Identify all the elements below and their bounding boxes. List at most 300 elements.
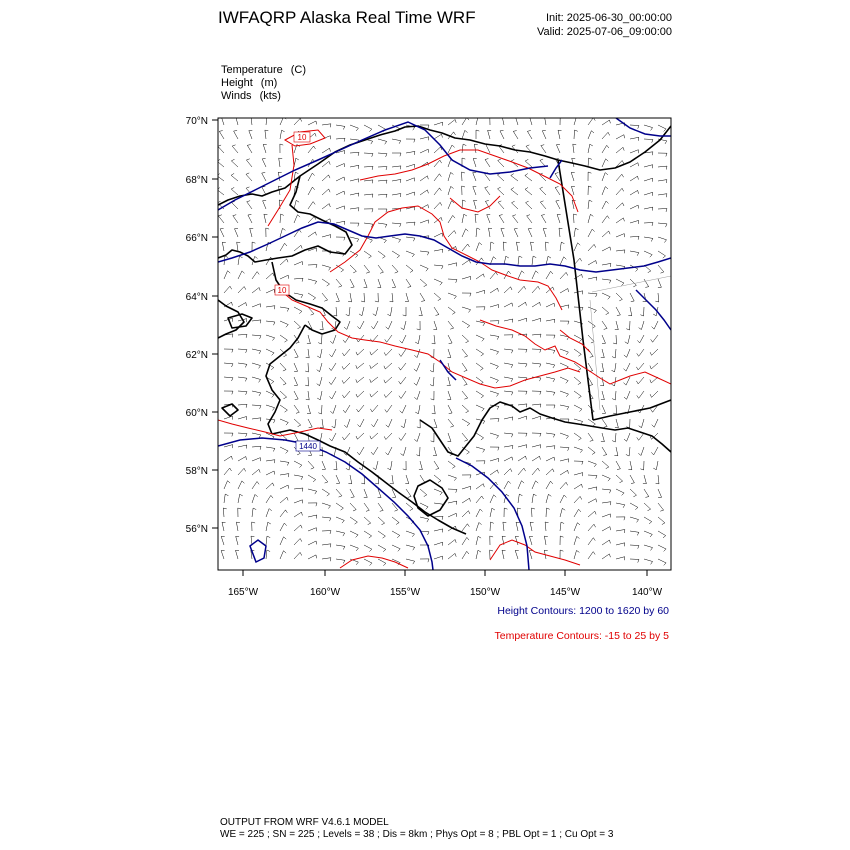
wind-barb	[602, 554, 610, 559]
wind-barb	[235, 229, 239, 238]
wind-barb	[504, 446, 513, 449]
wind-barb	[294, 158, 299, 167]
wind-barb	[651, 447, 658, 455]
wind-barb	[602, 502, 611, 505]
wind-barb	[602, 173, 608, 181]
wind-barb	[373, 307, 378, 316]
wind-barb	[406, 559, 415, 564]
wind-barb	[252, 458, 261, 462]
wind-barb	[616, 543, 625, 547]
wind-barb	[602, 247, 611, 251]
wind-barb	[588, 511, 596, 517]
field-unit: (C)	[290, 64, 307, 76]
wind-barb	[571, 172, 575, 181]
wind-barb	[514, 229, 518, 238]
wind-barb	[560, 433, 569, 439]
wind-barb	[602, 187, 608, 195]
wind-barb	[420, 220, 429, 224]
wind-barb	[544, 536, 547, 545]
wind-barb	[560, 391, 569, 397]
wind-barb	[476, 405, 484, 411]
wind-barb	[336, 517, 344, 523]
wind-barb	[251, 116, 255, 125]
wind-barb	[497, 173, 504, 181]
wind-barb	[474, 144, 477, 153]
lon-label: 140°W	[631, 587, 663, 598]
wind-barb	[406, 531, 415, 537]
wind-barb	[644, 139, 653, 143]
wind-barb	[434, 202, 442, 209]
wind-barb	[294, 363, 298, 372]
wind-barb	[420, 176, 428, 181]
wind-barb	[560, 242, 564, 251]
wind-barb	[532, 416, 541, 420]
wind-barb	[574, 130, 578, 139]
wind-barb	[612, 391, 616, 400]
wind-barb	[386, 419, 392, 427]
coastlines	[218, 126, 671, 534]
wind-barb	[280, 447, 288, 453]
wind-barb	[588, 461, 596, 467]
wind-barb	[462, 229, 468, 237]
wind-barb	[231, 173, 238, 181]
wind-barb	[555, 173, 560, 181]
wind-barb	[588, 321, 595, 328]
wind-barb	[306, 391, 309, 400]
wind-barb	[406, 178, 415, 182]
wind-barb	[294, 475, 303, 480]
wind-barb	[486, 145, 490, 154]
wind-barb	[371, 321, 378, 329]
wind-barb	[447, 349, 451, 358]
wind-barb	[420, 137, 429, 141]
wind-barb	[403, 461, 406, 470]
wind-barb	[401, 321, 406, 330]
wind-barb	[266, 483, 274, 489]
wind-barb	[373, 461, 378, 470]
wind-barb	[336, 545, 345, 550]
wind-barb	[322, 475, 328, 483]
lon-label: 145°W	[549, 587, 581, 598]
wind-barb	[401, 447, 407, 456]
wind-barb	[370, 377, 378, 383]
wind-barb	[490, 116, 493, 125]
wind-barb	[322, 148, 330, 153]
wind-barb	[400, 405, 406, 413]
wind-barb	[330, 405, 336, 414]
wind-barb	[390, 475, 394, 484]
wind-barb	[658, 166, 667, 169]
wind-barb	[546, 433, 555, 437]
wind-barb	[420, 489, 427, 497]
wind-barb	[252, 391, 261, 396]
wind-barb	[238, 481, 244, 489]
wind-barb	[238, 417, 247, 421]
wind-barb	[448, 231, 456, 238]
wind-barb	[406, 503, 413, 511]
wind-barb	[644, 207, 653, 211]
wind-barb	[525, 159, 532, 167]
wind-barb	[431, 391, 434, 400]
wind-barb	[474, 200, 478, 209]
wind-barb	[417, 419, 420, 428]
wind-barb	[644, 279, 649, 287]
wind-barb	[432, 405, 435, 414]
wind-barb	[356, 391, 364, 397]
wind-barb	[602, 159, 608, 167]
wind-barb	[420, 517, 429, 522]
wind-barb	[513, 215, 519, 223]
wind-barb	[392, 153, 401, 156]
wind-barb	[532, 349, 541, 353]
wind-barb	[546, 271, 553, 279]
wind-barb	[305, 363, 308, 372]
wind-barb	[644, 165, 653, 169]
wind-barb	[504, 319, 513, 323]
wind-barb	[504, 377, 513, 382]
wind-barb	[224, 433, 233, 436]
wind-barb	[252, 522, 255, 531]
wind-barb	[574, 307, 583, 311]
wind-barb	[644, 531, 652, 537]
wind-barb	[513, 131, 518, 139]
wind-barb	[476, 509, 483, 517]
wind-barb	[332, 419, 336, 428]
wind-barb	[336, 475, 340, 484]
wind-barb	[378, 265, 383, 273]
wind-barb	[462, 214, 467, 223]
wind-barb	[490, 242, 494, 251]
wind-barb	[248, 215, 252, 224]
wind-barb	[638, 447, 644, 456]
wind-barb	[234, 131, 238, 140]
field-name: Winds	[221, 90, 252, 102]
wind-barb	[528, 229, 532, 238]
wind-barb	[555, 187, 560, 195]
wind-barb	[318, 335, 322, 344]
wind-barb	[350, 223, 359, 226]
wind-barb	[434, 542, 443, 546]
wind-barb	[420, 190, 428, 195]
wind-barb	[238, 287, 246, 294]
wind-barb	[542, 131, 546, 140]
wind-barb	[652, 419, 658, 427]
wind-barb	[630, 517, 639, 522]
wind-barb	[280, 307, 289, 312]
wind-barb	[462, 130, 468, 139]
wind-barb	[392, 194, 401, 198]
wind-barb	[490, 321, 499, 324]
wind-barb	[399, 349, 406, 357]
wind-barb	[378, 517, 385, 525]
wind-barb	[364, 251, 371, 258]
wind-barb	[476, 130, 479, 139]
wind-barb	[322, 503, 331, 509]
wind-barb	[434, 249, 443, 252]
wind-barb	[378, 209, 387, 212]
wind-barb	[462, 293, 471, 296]
wind-barb	[630, 293, 634, 302]
wind-barb	[280, 485, 289, 489]
wind-barb	[431, 433, 434, 442]
wind-barb	[378, 279, 382, 288]
wind-barb	[232, 145, 238, 153]
wind-barb	[630, 190, 639, 195]
wind-barb	[308, 475, 316, 482]
wind-barb	[588, 229, 595, 237]
wind-barb	[485, 159, 490, 167]
wind-barb	[448, 307, 455, 314]
wind-barb	[588, 244, 596, 251]
wind-barb	[574, 496, 582, 503]
wind-barb	[658, 559, 666, 565]
wind-barb	[588, 538, 595, 545]
wind-barb	[250, 228, 254, 237]
wind-barb	[616, 530, 625, 534]
wind-barb	[385, 405, 392, 412]
wind-barb	[434, 556, 443, 560]
wind-barb	[625, 335, 630, 344]
wind-barb	[462, 117, 469, 125]
wind-barb	[350, 193, 359, 196]
wind-barb	[546, 494, 551, 503]
wind-barb	[462, 419, 470, 426]
wind-barb	[616, 250, 625, 253]
cook-inlet-kenai	[420, 402, 671, 456]
wind-barb	[636, 363, 644, 370]
wind-barb	[588, 487, 597, 491]
wind-barb	[406, 222, 415, 225]
wind-barb	[262, 159, 266, 168]
wind-barb	[406, 265, 413, 273]
wind-barb	[370, 363, 378, 369]
wind-barb	[616, 218, 624, 223]
wind-barb	[308, 489, 317, 494]
wind-barb	[462, 391, 468, 399]
wind-barb	[574, 550, 579, 559]
wind-barb	[518, 318, 527, 322]
wind-barb	[574, 349, 581, 356]
wind-barb	[420, 559, 429, 562]
lat-label: 66°N	[185, 233, 208, 244]
wind-barb	[414, 433, 420, 442]
kodiak-island	[414, 480, 448, 516]
wind-barb	[336, 164, 345, 168]
bc-border	[593, 400, 671, 420]
wind-barb	[532, 334, 541, 337]
wind-barb	[616, 174, 624, 181]
wind-barb	[499, 215, 504, 223]
wind-barb	[238, 391, 247, 395]
wind-barb	[644, 251, 652, 257]
wind-barb	[308, 265, 317, 268]
wind-barb	[490, 447, 499, 450]
wind-barb	[357, 405, 365, 412]
wind-barb	[322, 489, 330, 496]
wind-barb	[414, 377, 420, 385]
wind-barb	[221, 536, 225, 545]
wind-barb	[280, 551, 286, 559]
wind-barb	[630, 489, 637, 497]
wind-barb	[490, 288, 498, 293]
wind-barb	[342, 391, 350, 398]
wind-barb	[630, 150, 639, 154]
wind-barb	[532, 445, 541, 449]
wind-barb	[308, 461, 314, 469]
wind-barb	[266, 460, 275, 463]
wind-barb	[350, 279, 354, 288]
wind-barb	[238, 433, 247, 437]
wind-barb	[280, 474, 289, 478]
wind-barb	[560, 289, 569, 294]
wind-barb	[294, 215, 300, 223]
wind-barb	[462, 349, 468, 357]
wind-barb	[628, 461, 632, 470]
wind-barb	[644, 503, 651, 511]
wind-barb	[658, 153, 667, 157]
wind-barb	[238, 468, 246, 475]
wind-barb	[392, 251, 400, 258]
wind-barb	[294, 488, 303, 492]
wind-barb	[384, 349, 392, 356]
wind-barb	[378, 503, 383, 511]
wind-barb	[637, 349, 644, 356]
wind-barb	[602, 279, 611, 283]
wind-barb	[432, 335, 435, 344]
wind-barb	[602, 307, 609, 315]
longitude-axis	[228, 570, 663, 598]
wind-barb	[364, 279, 368, 288]
wind-barb	[361, 293, 364, 302]
wind-barb	[306, 349, 310, 358]
wind-barb	[224, 481, 230, 489]
wind-barb	[574, 509, 581, 517]
wind-barb	[392, 237, 401, 243]
wind-barb	[476, 349, 484, 356]
wind-barb	[350, 237, 359, 242]
model-info: OUTPUT FROM WRF V4.6.1 MODEL	[220, 817, 389, 828]
wind-barb	[656, 475, 659, 484]
wind-barb	[532, 481, 538, 489]
wind-barb	[658, 237, 667, 243]
wind-barb	[370, 433, 378, 439]
wind-barb	[616, 135, 625, 139]
wind-barb	[344, 419, 350, 428]
wind-barb	[350, 125, 358, 131]
wind-barb	[308, 173, 315, 181]
wind-barb	[308, 528, 317, 532]
wind-barb	[640, 461, 644, 470]
wind-barb	[541, 215, 546, 224]
wind-barb	[616, 517, 625, 520]
wind-barb	[630, 205, 639, 209]
wind-barb	[266, 522, 271, 531]
wind-barb	[504, 303, 513, 307]
wind-barb	[615, 321, 619, 330]
wind-barb	[616, 461, 620, 470]
wind-barb	[504, 417, 513, 421]
wind-barb	[560, 349, 568, 355]
wind-barb	[644, 178, 653, 182]
wind-barb	[266, 321, 275, 325]
wind-barb	[322, 531, 331, 534]
wind-barb	[490, 391, 499, 397]
lat-label: 56°N	[185, 524, 208, 535]
wind-barb	[378, 139, 387, 144]
latitude-axis	[186, 116, 218, 535]
wind-barb	[602, 405, 606, 414]
wind-barb	[574, 484, 582, 489]
wind-barb	[336, 531, 345, 536]
wind-barb	[294, 525, 302, 531]
wind-barb	[516, 242, 519, 251]
wind-barb	[462, 486, 471, 490]
lon-label: 165°W	[227, 587, 259, 598]
wind-barb	[658, 180, 667, 183]
wind-barb	[573, 144, 576, 153]
wind-barb	[490, 305, 499, 309]
wind-barb	[527, 131, 532, 140]
wind-barb	[231, 159, 238, 167]
wind-barb	[448, 321, 454, 329]
wind-barb	[308, 515, 317, 519]
contour-labels	[275, 132, 320, 451]
wind-barb	[224, 391, 233, 394]
wind-barb	[448, 405, 452, 414]
wind-barb	[434, 307, 439, 315]
wind-barb	[238, 271, 245, 279]
wind-barbs	[217, 116, 667, 566]
wind-barb	[308, 187, 315, 195]
wind-barb	[600, 363, 604, 372]
wind-barb	[280, 214, 284, 223]
wind-barb	[399, 377, 406, 384]
wind-barb	[294, 262, 303, 266]
wind-barb	[238, 334, 247, 337]
wind-barb	[560, 522, 564, 531]
wind-barb	[476, 274, 484, 279]
wind-barb	[434, 134, 442, 139]
wind-barb	[378, 251, 385, 258]
wind-barb	[644, 559, 653, 564]
wind-barb	[236, 550, 240, 559]
wind-barb	[406, 545, 415, 550]
wind-barb	[392, 179, 401, 182]
wind-barb	[490, 508, 495, 517]
wind-barb	[476, 447, 485, 452]
wind-barb	[280, 321, 288, 327]
wind-barb	[560, 508, 565, 517]
wind-barb	[279, 158, 283, 167]
wind-barb	[503, 242, 506, 251]
wind-barb	[419, 307, 423, 316]
wind-barb	[588, 552, 595, 559]
wind-barb	[220, 229, 224, 238]
wind-barb	[518, 468, 526, 475]
wind-barb	[266, 116, 270, 125]
wind-barb	[602, 540, 610, 545]
wind-barb	[532, 433, 541, 437]
wind-barb	[280, 335, 287, 342]
wind-barb	[236, 522, 240, 531]
wind-barb	[546, 391, 555, 395]
wind-barb	[392, 545, 400, 551]
wind-barb	[232, 201, 238, 209]
wind-barb	[434, 122, 443, 126]
wind-barb	[462, 524, 469, 531]
wind-barb	[490, 458, 499, 462]
wind-barb	[406, 192, 415, 196]
